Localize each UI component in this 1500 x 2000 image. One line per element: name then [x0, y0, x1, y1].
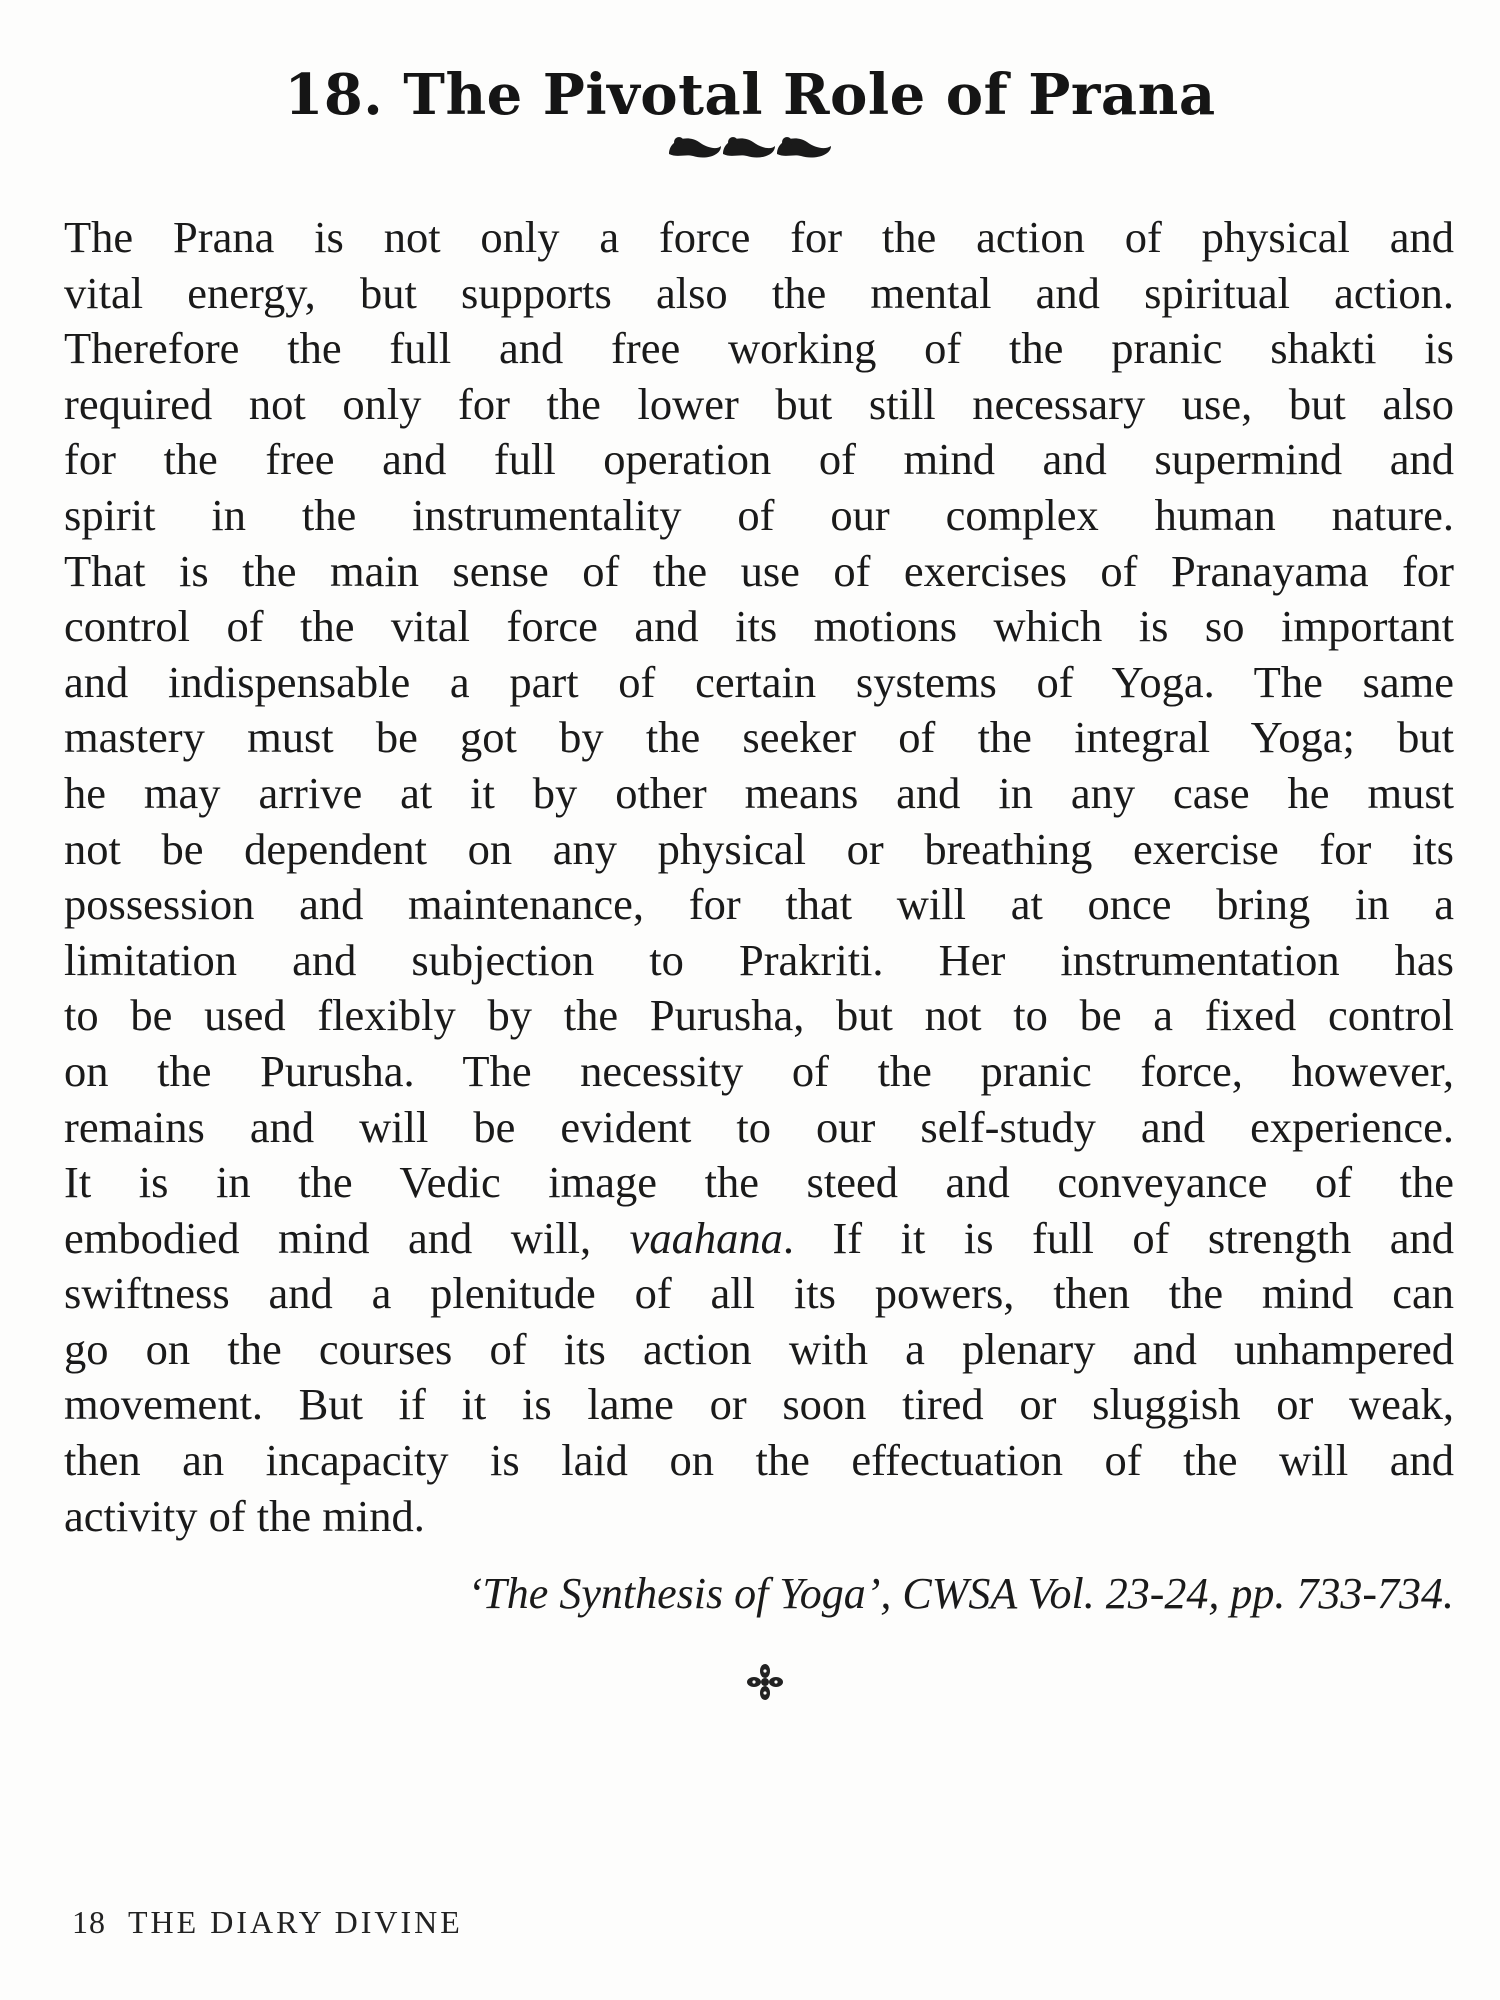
text-line: remains and will be evident to our self-study and experience.: [64, 1101, 1454, 1152]
text-line: control of the vital force and its motions which is so important: [64, 601, 1454, 652]
text-line: and indispensable a part of certain systems of Yoga. The same: [64, 656, 1454, 707]
text-line: possession and maintenance, for that will at once bring in a: [64, 879, 1454, 930]
text-line: for the free and full operation of mind and supermind and: [64, 434, 1454, 485]
fleuron-row-icon: [665, 128, 835, 162]
body-paragraph: [64, 210, 1454, 1544]
page-number: 18: [72, 1904, 106, 1940]
text-line: then an incapacity is laid on the effectuation of the will and: [64, 1435, 1454, 1486]
text-line: activity of the mind.: [64, 1490, 425, 1541]
page-title: 18. The Pivotal Role of Prana: [284, 61, 1216, 128]
text-line: That is the main sense of the use of exercises of Pranayama for: [64, 545, 1454, 596]
text-line: go on the courses of its action with a plenary and unhampered: [64, 1323, 1454, 1374]
text-line: limitation and subjection to Prakriti. Her instrumentation has: [64, 934, 1454, 985]
page-footer: [72, 1904, 463, 1941]
text-line: on the Purusha. The necessity of the pranic force, however,: [64, 1045, 1454, 1096]
text-line: Therefore the full and free working of the pranic shakti is: [64, 323, 1454, 374]
text-line: mastery must be got by the seeker of the integral Yoga; but: [64, 712, 1454, 763]
text-line: vital energy, but supports also the mental and spiritual action.: [64, 267, 1454, 318]
text-line: to be used flexibly by the Purusha, but not to be a fixed control: [64, 990, 1454, 1041]
text-segment: embodied mind and will,: [64, 1212, 630, 1263]
text-line: he may arrive at it by other means and in any case he must: [64, 767, 1454, 818]
text-line: [64, 1211, 1454, 1267]
italic-term: vaahana: [629, 1212, 783, 1263]
text-line: swiftness and a plenitude of all its powers, then the mind can: [64, 1268, 1454, 1319]
source-citation: ‘The Synthesis of Yoga’, CWSA Vol. 23-24, pp. 733-734.: [467, 1569, 1454, 1618]
text-line: spirit in the instrumentality of our complex human nature.: [64, 489, 1454, 540]
text-line: movement. But if it is lame or soon tired or sluggish or weak,: [64, 1379, 1454, 1430]
running-footer-title: THE DIARY DIVINE: [128, 1904, 463, 1940]
text-line: It is in the Vedic image the steed and conveyance of the: [64, 1157, 1454, 1208]
text-segment: . If it is full of strength and: [782, 1212, 1455, 1263]
text-line: not be dependent on any physical or breathing exercise for its: [64, 823, 1454, 874]
text-line: required not only for the lower but still necessary use, but also: [64, 378, 1454, 429]
title-ornament: [0, 128, 1500, 166]
floral-cross-icon: [745, 1662, 785, 1702]
text-line: The Prana is not only a force for the action of physical and: [64, 212, 1454, 262]
